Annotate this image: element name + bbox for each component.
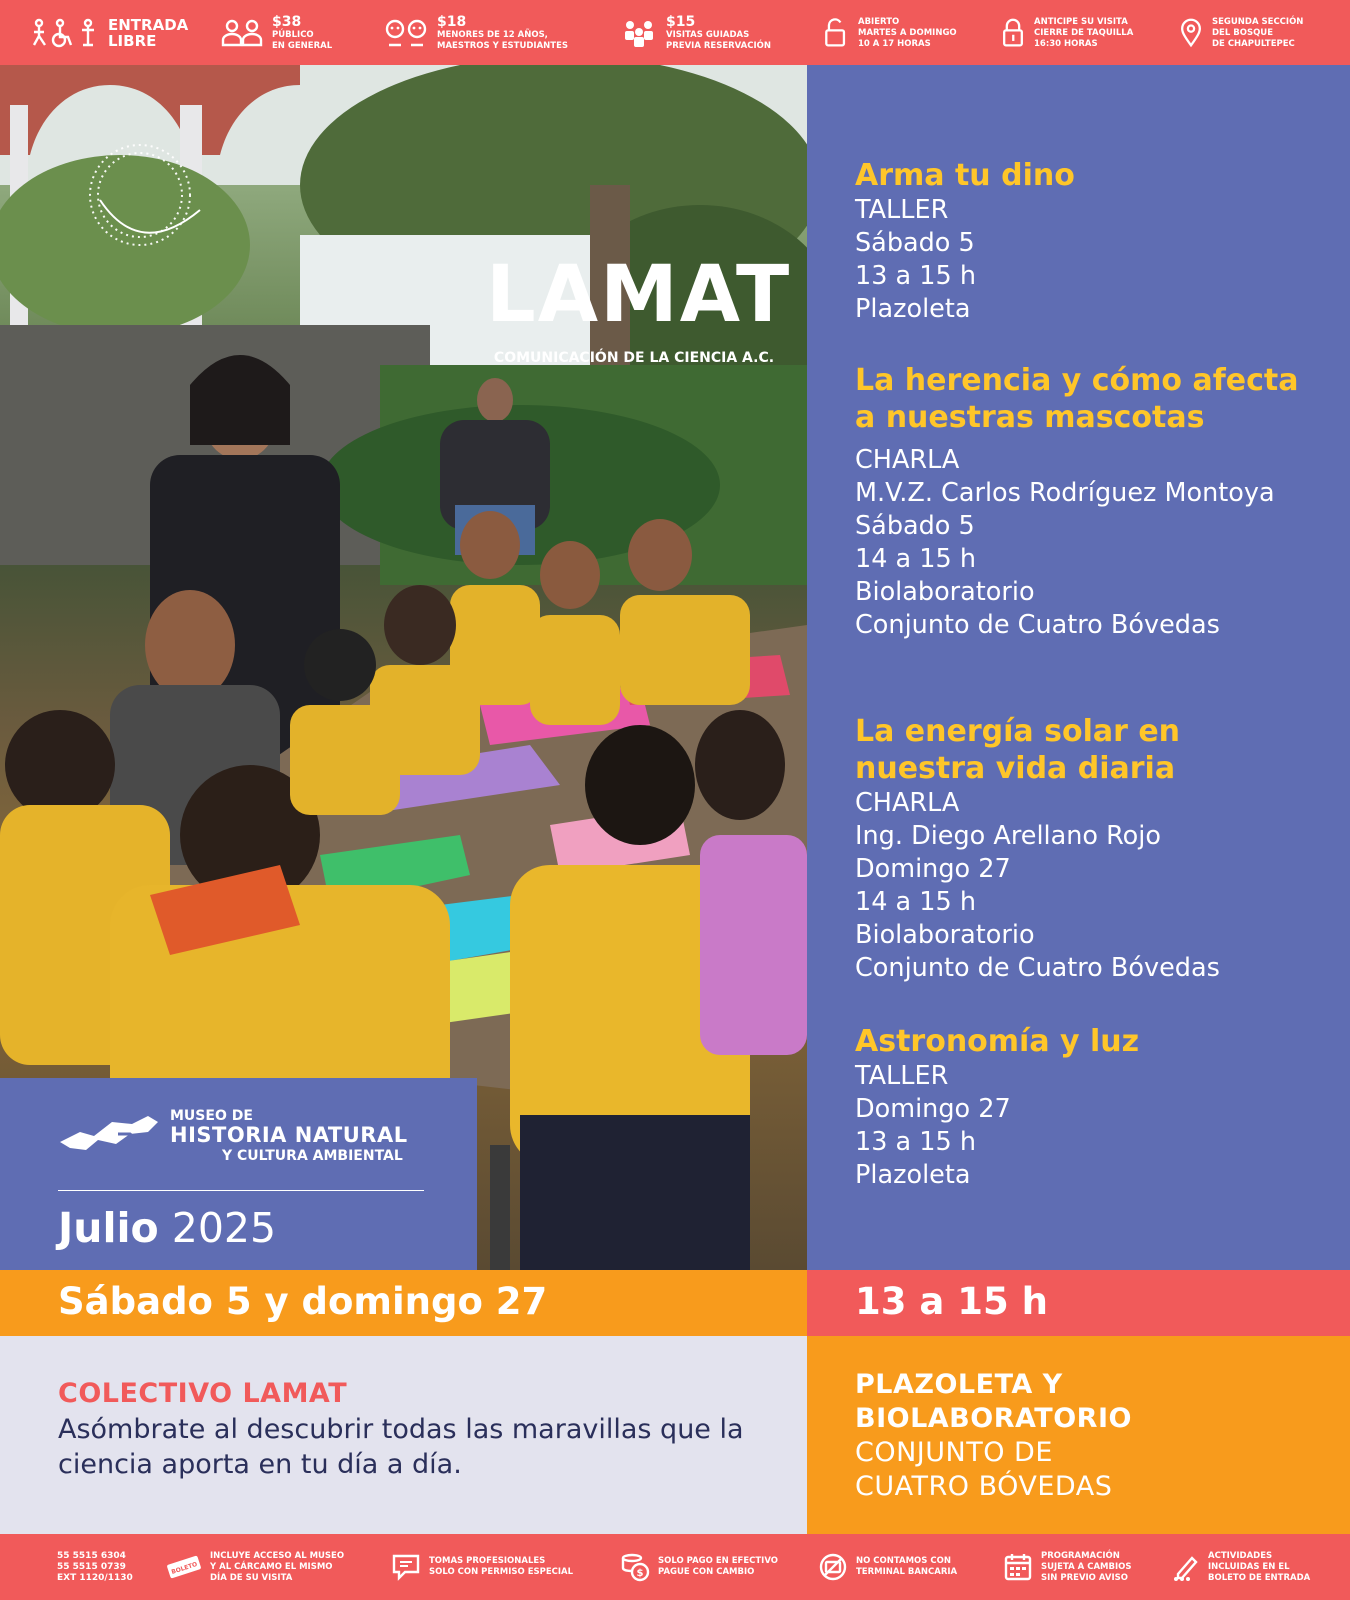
month-label [58,1204,276,1252]
publico-l1: PÚBLICO [272,30,314,40]
event-place: Biolaboratorio [855,920,1035,950]
divider [58,1190,424,1191]
children-icon [383,18,429,48]
anticipe-item [1000,10,1133,56]
event-day: Domingo 27 [855,1094,1011,1124]
event-time: 14 a 15 h [855,544,977,574]
events-panel [807,65,1350,1270]
event-herencia [855,362,1335,642]
publico-item [220,10,332,56]
publico-price: $38 [272,14,302,30]
entrada-libre-item [30,10,188,56]
event-day: Domingo 27 [855,854,1011,884]
calendar-icon [1003,1552,1033,1582]
event-title: Arma tu dino [855,158,1075,193]
people-icon [220,18,264,48]
place-panel [807,1336,1350,1534]
actividades-l1: ACTIVIDADES [1208,1550,1273,1561]
tomas-l1: TOMAS PROFESIONALES [429,1556,546,1566]
lock-icon [1000,18,1026,48]
svg-text:$: $ [636,1568,644,1579]
event-speaker: M.V.Z. Carlos Rodríguez Montoya [855,478,1275,508]
event-energia-solar [855,713,1335,985]
programacion-l2: SUJETA A CAMBIOS [1041,1561,1132,1572]
tomas-l2: SOLO CON PERMISO ESPECIAL [429,1567,574,1577]
actividades-item [1172,1546,1310,1588]
visitas-l1: VISITAS GUIADAS [666,30,750,40]
lamat-wordmark: LAMAT [486,250,792,340]
place-line4: CUATRO BÓVEDAS [855,1471,1113,1502]
pencil-icon [1172,1552,1200,1582]
description-text: Asómbrate al descubrir todas las maravillas que la ciencia aporta en tu día a día. [58,1414,744,1480]
publico-l2: EN GENERAL [272,41,333,51]
programacion-l3: SIN PREVIO AVISO [1041,1572,1128,1583]
info-top-bar [0,0,1350,65]
terminal-l1: NO CONTAMOS CON [856,1556,951,1566]
actividades-l3: BOLETO DE ENTRADA [1208,1572,1311,1583]
event-type: CHARLA [855,788,960,818]
accessibility-icon [30,18,100,48]
event-speaker: Ing. Diego Arellano Rojo [855,821,1161,851]
event-venue: Conjunto de Cuatro Bóvedas [855,953,1220,983]
event-day: Sábado 5 [855,228,975,258]
anticipe-l3: 16:30 HORAS [1034,38,1098,49]
event-title: La herencia y cómo afecta [855,363,1299,398]
event-time: 14 a 15 h [855,887,977,917]
event-place: Biolaboratorio [855,577,1035,607]
phone-1: 55 5515 6304 [57,1550,126,1561]
event-time: 13 a 15 h [855,1127,977,1157]
terminal-l2: TERMINAL BANCARIA [856,1567,958,1577]
menores-price: $18 [437,14,467,30]
boleto-l2: Y AL CÁRCAMO EL MISMO [210,1561,333,1572]
event-astronomia [855,1023,1335,1192]
efectivo-l1: SOLO PAGO EN EFECTIVO [658,1556,778,1566]
month-name: Julio [58,1204,159,1252]
seccion-l1: SEGUNDA SECCIÓN [1212,16,1304,27]
ticket-badge-text: BOLETO [170,1560,199,1576]
terminal-item [818,1546,957,1588]
seccion-l2: DEL BOSQUE [1212,27,1273,38]
anticipe-l2: CIERRE DE TAQUILLA [1034,27,1134,38]
event-title: La energía solar en [855,714,1181,749]
event-type: TALLER [855,195,949,225]
efectivo-item [620,1546,778,1588]
group-icon [622,18,658,48]
museum-line2: HISTORIA NATURAL [170,1123,408,1147]
event-title-2: a nuestras mascotas [855,400,1205,435]
visitas-item [622,10,771,56]
event-venue: Conjunto de Cuatro Bóvedas [855,610,1220,640]
phone-ext: EXT 1120/1130 [57,1572,133,1583]
menores-l1: MENORES DE 12 AÑOS, [437,30,548,40]
boleto-l3: DÍA DE SU VISITA [210,1572,293,1583]
programacion-l1: PROGRAMACIÓN [1041,1550,1120,1561]
event-time: 13 a 15 h [855,261,977,291]
date-bar [0,1270,807,1336]
event-place: Plazoleta [855,1160,971,1190]
speech-bubble-icon [391,1552,421,1582]
museum-line1: MUSEO DE [170,1108,253,1124]
efectivo-l2: PAGUE CON CAMBIO [658,1567,755,1577]
collective-title: COLECTIVO LAMAT [58,1378,348,1409]
abierto-l3: 10 A 17 HORAS [858,38,931,49]
abierto-l2: MARTES A DOMINGO [858,27,957,38]
programacion-item [1003,1546,1131,1588]
event-arma-tu-dino [855,157,1335,326]
coins-icon [620,1552,650,1582]
event-title-2: nuestra vida diaria [855,751,1176,786]
date-label: Sábado 5 y domingo 27 [58,1280,548,1323]
libre-label: LIBRE [108,32,157,50]
abierto-item [822,10,957,56]
menores-item [383,10,568,56]
open-lock-icon [822,18,850,48]
place-line2: BIOLABORATORIO [855,1403,1132,1434]
visitas-l2: PREVIA RESERVACIÓN [666,41,772,51]
boleto-item [166,1546,344,1588]
year: 2025 [171,1204,277,1252]
boleto-l1: INCLUYE ACCESO AL MUSEO [210,1550,345,1561]
event-type: CHARLA [855,445,960,475]
info-footer-bar [0,1534,1350,1600]
menores-l2: MAESTROS Y ESTUDIANTES [437,41,568,51]
abierto-l1: ABIERTO [858,16,900,27]
phone-item [57,1546,133,1588]
visitas-price: $15 [666,14,696,30]
place-line1: PLAZOLETA Y [855,1369,1063,1400]
entrada-label: ENTRADA [108,16,189,34]
event-title: Astronomía y luz [855,1024,1140,1059]
ticket-icon [166,1552,202,1582]
lamat-logo-icon [0,120,290,380]
actividades-l2: INCLUIDAS EN EL [1208,1561,1290,1572]
no-card-icon [818,1552,848,1582]
place-line3: CONJUNTO DE [855,1437,1053,1468]
museum-line3: Y CULTURA AMBIENTAL [222,1148,403,1164]
seccion-item [1178,10,1303,56]
event-day: Sábado 5 [855,511,975,541]
phone-2: 55 5515 0739 [57,1561,126,1572]
museum-panel [0,1078,477,1270]
skeleton-logo-icon [58,1112,160,1160]
seccion-l3: DE CHAPULTEPEC [1212,38,1295,49]
anticipe-l1: ANTICIPE SU VISITA [1034,16,1128,27]
location-pin-icon [1178,18,1204,48]
time-label: 13 a 15 h [855,1280,1048,1323]
time-bar [807,1270,1350,1336]
tomas-item [391,1546,573,1588]
event-place: Plazoleta [855,294,971,324]
description-panel [0,1336,807,1534]
lamat-subtitle: COMUNICACIÓN DE LA CIENCIA A.C. [493,350,775,366]
event-type: TALLER [855,1061,949,1091]
